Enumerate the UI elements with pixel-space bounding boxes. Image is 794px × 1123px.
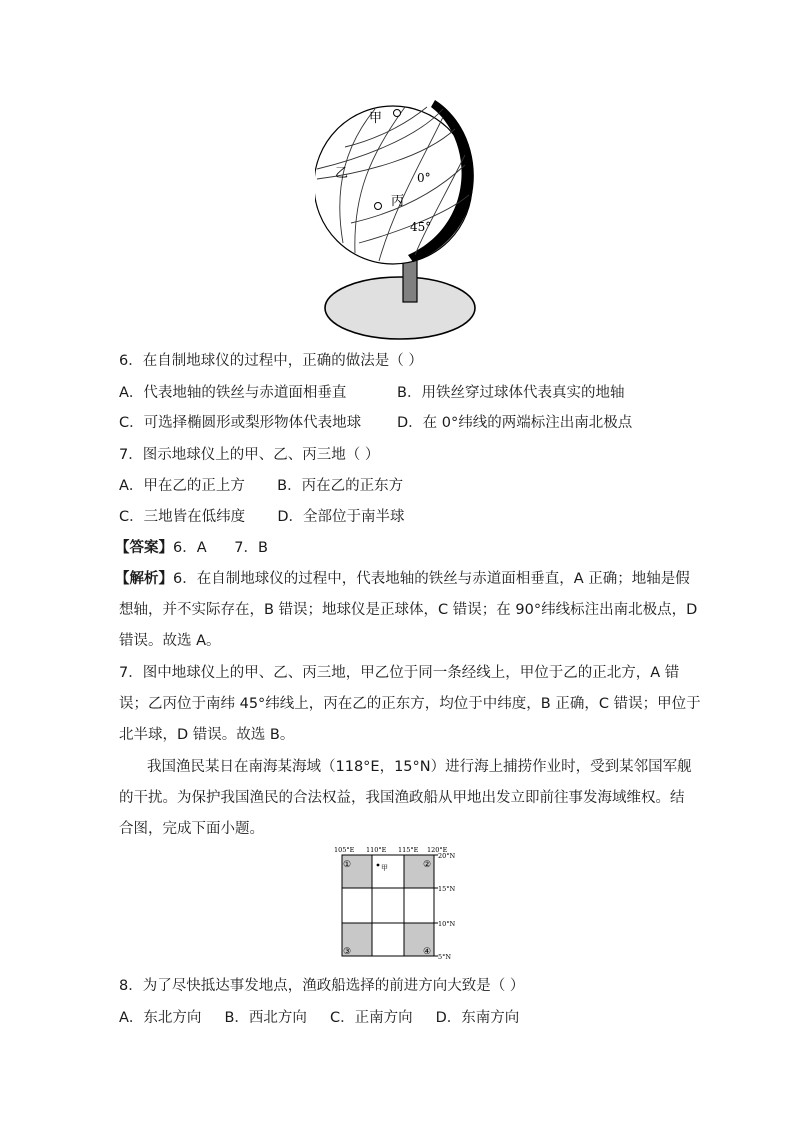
passage-line-2: 的干扰。为保护我国渔民的合法权益，我国渔政船从甲地出发立即前往事发海域维权。结 — [119, 790, 685, 806]
passage-line-1: 我国渔民某日在南海某海域（118°E，15°N）进行海上捕捞作业时，受到某邻国军舰 — [147, 759, 692, 775]
analysis-line-2: 想轴，并不实际存在，B 错误；地球仪是正球体，C 错误；在 90°纬线标注出南北极点，D — [119, 602, 698, 618]
answer-text: 6．A 7．B — [173, 540, 268, 556]
point-jia-marker — [377, 864, 380, 867]
analysis-line-4: 7．图中地球仪上的甲、乙、丙三地，甲乙位于同一条经线上，甲位于乙的正北方，A 错 — [119, 665, 680, 681]
point-bing — [375, 203, 382, 210]
analysis-line-5: 误；乙丙位于南纬 45°纬线上，丙在乙的正东方，均位于中纬度，B 正确，C 错误；甲位于 — [119, 696, 701, 712]
region-label-1: ① — [343, 860, 352, 870]
q7-options-ab: A．甲在乙的正上方 B．丙在乙的正东方 — [119, 478, 404, 494]
q7-stem: 7．图示地球仪上的甲、乙、丙三地（ ） — [119, 447, 380, 463]
label-zero-degree: 0° — [417, 171, 431, 185]
lon-label-110: 110°E — [366, 846, 387, 854]
region-label-3: ③ — [343, 947, 352, 957]
lat-label-20: 20°N — [438, 852, 456, 860]
lat-label-10: 10°N — [438, 920, 456, 928]
label-45-degree: 45° — [410, 220, 432, 234]
q8-stem: 8．为了尽快抵达事发地点，渔政船选择的前进方向大致是（ ） — [119, 978, 525, 994]
passage-line-3: 合图，完成下面小题。 — [119, 821, 264, 837]
q6-option-d: D．在 0°纬线的两端标注出南北极点 — [397, 415, 633, 431]
label-bing: 丙 — [391, 194, 405, 209]
label-yi: 乙 — [335, 166, 349, 181]
region-label-2: ② — [423, 860, 432, 870]
lon-label-115: 115°E — [398, 846, 419, 854]
analysis-text-1: 6．在自制地球仪的过程中，代表地轴的铁丝与赤道面相垂直，A 正确；地轴是假 — [173, 571, 690, 587]
point-jia — [394, 110, 401, 117]
analysis-line-3: 错误。故选 A。 — [119, 633, 221, 649]
region-label-4: ④ — [423, 947, 432, 957]
lon-label-120: 120°E — [427, 846, 448, 854]
q8-options: A．东北方向 B．西北方向 C．正南方向 D．东南方向 — [119, 1010, 520, 1026]
q6-stem: 6．在自制地球仪的过程中，正确的做法是（ ） — [119, 353, 423, 369]
label-jia: 甲 — [369, 111, 383, 126]
q6-option-b: B．用铁丝穿过球体代表真实的地轴 — [397, 385, 625, 401]
q7-options-cd: C．三地皆在低纬度 D．全部位于南半球 — [119, 509, 405, 525]
analysis-label: 【解析】 — [115, 571, 173, 587]
lat-label-5: 5°N — [438, 953, 452, 961]
grid-map — [330, 843, 465, 963]
globe-stand-pole — [403, 257, 417, 302]
lat-label-15: 15°N — [438, 885, 456, 893]
globe-figure — [315, 95, 485, 345]
analysis-line-6: 北半球，D 错误。故选 B。 — [119, 727, 295, 743]
answer-line — [115, 538, 268, 558]
analysis-line-1 — [115, 569, 690, 589]
globe-sphere — [315, 106, 472, 264]
point-jia-label: 甲 — [381, 864, 388, 872]
globe-base — [325, 277, 475, 339]
q6-option-a: A．代表地轴的铁丝与赤道面相垂直 — [119, 385, 347, 401]
q6-option-c: C．可选择椭圆形或梨形物体代表地球 — [119, 415, 362, 431]
answer-label: 【答案】 — [115, 540, 173, 556]
lon-label-105: 105°E — [334, 846, 355, 854]
